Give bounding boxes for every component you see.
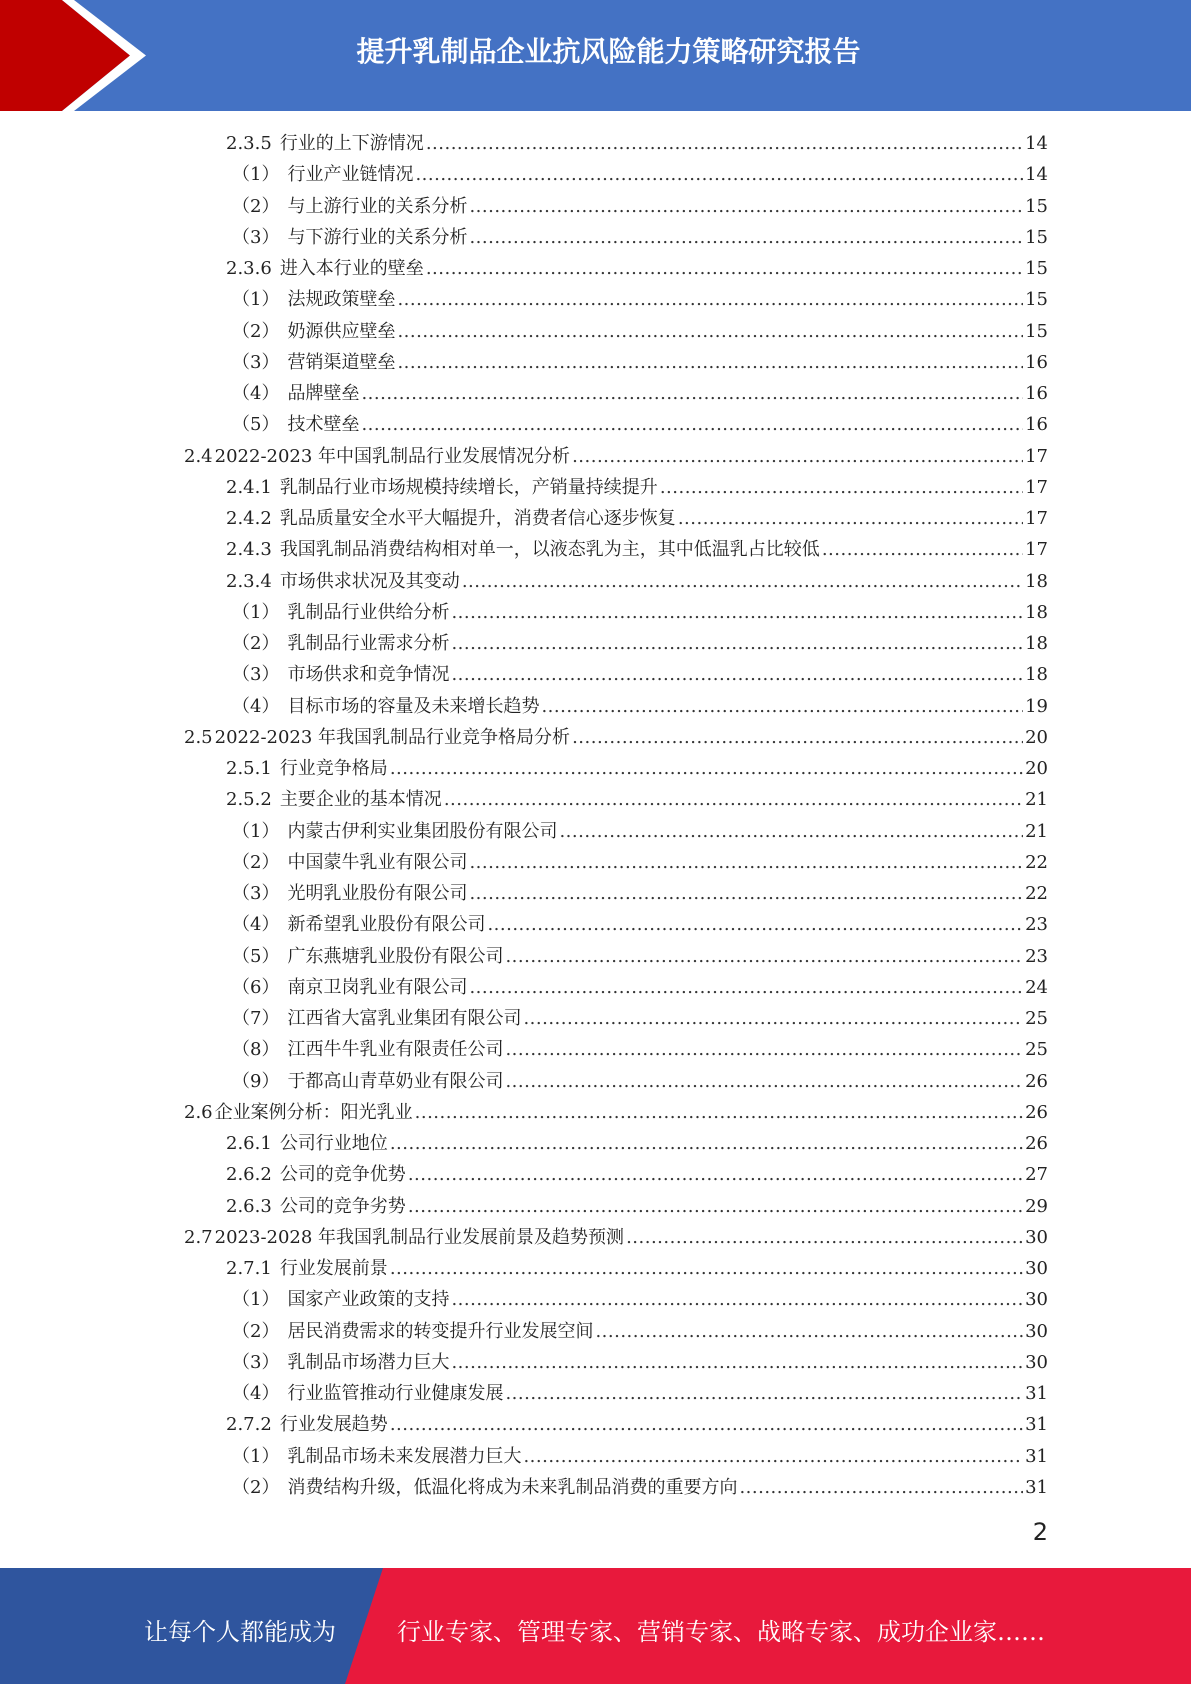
toc-dot-leader xyxy=(739,1472,1023,1503)
toc-entry-number: （9） xyxy=(232,1070,280,1092)
toc-entry-title: 行业发展趋势 xyxy=(279,1414,388,1436)
toc-entry-title: 行业产业链情况 xyxy=(287,164,414,186)
toc-entry-title: 与下游行业的关系分析 xyxy=(287,226,468,248)
toc-entry-title: 法规政策壁垒 xyxy=(287,289,396,311)
toc-entry-page: 31 xyxy=(1025,1445,1048,1467)
toc-dot-leader xyxy=(451,1284,1023,1315)
toc-entry[interactable] xyxy=(184,1003,1048,1034)
toc-entry-title: 公司行业地位 xyxy=(279,1133,388,1154)
toc-dot-leader xyxy=(397,284,1023,315)
toc-entry-page: 18 xyxy=(1025,570,1048,592)
toc-entry-number: （2） xyxy=(232,851,280,873)
toc-dot-leader xyxy=(426,128,1023,159)
toc-entry[interactable] xyxy=(184,816,1048,847)
toc-entry-number: （4） xyxy=(232,383,280,404)
toc-entry-number: （1） xyxy=(232,601,280,623)
toc-dot-leader xyxy=(426,253,1023,284)
toc-entry-page: 23 xyxy=(1025,945,1048,967)
toc-entry-title: 乳制品行业市场规模持续增长，产销量持续提升 xyxy=(279,476,658,498)
toc-entry-title: 行业竞争格局 xyxy=(279,758,388,779)
toc-entry-page: 15 xyxy=(1025,258,1048,279)
toc-entry-title: 2022-2023 年中国乳制品行业发展情况分析 xyxy=(214,445,571,467)
toc-entry-page: 15 xyxy=(1025,195,1048,217)
toc-entry[interactable] xyxy=(184,253,1048,284)
toc-dot-leader xyxy=(390,1128,1023,1159)
toc-entry-number: 2.7 xyxy=(184,1226,213,1248)
toc-entry-page: 23 xyxy=(1025,914,1048,936)
toc-entry-number: （1） xyxy=(232,164,280,186)
toc-dot-leader xyxy=(462,566,1023,597)
toc-entry[interactable] xyxy=(184,1066,1048,1097)
toc-entry-number: 2.3.5 xyxy=(226,133,272,154)
toc-entry-page: 16 xyxy=(1025,383,1048,404)
toc-entry[interactable] xyxy=(184,1347,1048,1378)
toc-entry-number: （4） xyxy=(232,914,280,936)
toc-entry-page: 25 xyxy=(1025,1008,1048,1029)
toc-entry[interactable] xyxy=(184,597,1048,628)
toc-entry-page: 26 xyxy=(1025,1133,1048,1154)
toc-entry[interactable] xyxy=(184,1034,1048,1065)
toc-entry-number: （7） xyxy=(232,1008,280,1029)
toc-entry[interactable] xyxy=(184,941,1048,972)
toc-entry-title: 我国乳制品消费结构相对单一，以液态乳为主，其中低温乳占比较低 xyxy=(279,539,820,561)
toc-entry-title: 行业发展前景 xyxy=(279,1258,388,1279)
toc-entry-title: 江西牛牛乳业有限责任公司 xyxy=(287,1039,504,1061)
toc-entry[interactable] xyxy=(184,503,1048,534)
toc-entry-title: 技术壁垒 xyxy=(287,414,360,436)
toc-entry-number: 2.5.2 xyxy=(226,789,272,811)
toc-entry[interactable] xyxy=(184,1472,1048,1503)
toc-dot-leader xyxy=(451,628,1023,659)
toc-entry[interactable] xyxy=(184,909,1048,940)
toc-entry-page: 16 xyxy=(1025,351,1048,373)
toc-entry-title: 公司的竞争劣势 xyxy=(279,1195,406,1217)
toc-entry-page: 21 xyxy=(1025,820,1048,842)
toc-entry-page: 15 xyxy=(1025,226,1048,248)
toc-entry-title: 营销渠道壁垒 xyxy=(287,351,396,373)
toc-entry-page: 19 xyxy=(1025,695,1048,717)
toc-dot-leader xyxy=(572,441,1023,472)
toc-entry-title: 中国蒙牛乳业有限公司 xyxy=(287,851,468,873)
toc-entry-page: 26 xyxy=(1025,1070,1048,1092)
toc-entry-number: （4） xyxy=(232,695,280,717)
toc-dot-leader xyxy=(469,847,1023,878)
toc-entry-title: 市场供求状况及其变动 xyxy=(279,570,460,592)
toc-entry-number: （1） xyxy=(232,289,280,311)
toc-entry[interactable] xyxy=(184,1441,1048,1472)
toc-entry-title: 市场供求和竞争情况 xyxy=(287,664,450,686)
toc-entry-page: 30 xyxy=(1025,1320,1048,1342)
toc-entry-title: 与上游行业的关系分析 xyxy=(287,195,468,217)
toc-entry-title: 行业的上下游情况 xyxy=(279,133,424,154)
toc-entry-page: 17 xyxy=(1025,508,1048,529)
toc-entry[interactable] xyxy=(184,1409,1048,1440)
toc-entry-title: 乳品质量安全水平大幅提升，消费者信心逐步恢复 xyxy=(279,508,676,529)
toc-entry-page: 29 xyxy=(1025,1195,1048,1217)
toc-dot-leader xyxy=(559,816,1023,847)
toc-entry-page: 25 xyxy=(1025,1039,1048,1061)
report-header xyxy=(0,0,1191,111)
toc-entry-title: 企业案例分析：阳光乳业 xyxy=(214,1101,413,1123)
toc-entry-page: 18 xyxy=(1025,664,1048,686)
toc-entry-page: 20 xyxy=(1025,758,1048,779)
toc-entry[interactable] xyxy=(184,753,1048,784)
toc-entry-title: 公司的竞争优势 xyxy=(279,1164,406,1186)
toc-dot-leader xyxy=(408,1159,1023,1190)
toc-entry-page: 27 xyxy=(1025,1164,1048,1186)
toc-entry[interactable] xyxy=(184,191,1048,222)
toc-dot-leader xyxy=(822,534,1023,565)
toc-entry-page: 18 xyxy=(1025,633,1048,654)
toc-entry[interactable] xyxy=(184,878,1048,909)
toc-entry[interactable] xyxy=(184,1284,1048,1315)
toc-entry-number: 2.4.3 xyxy=(226,539,272,561)
toc-entry-title: 广东燕塘乳业股份有限公司 xyxy=(287,945,504,967)
toc-dot-leader xyxy=(595,1316,1023,1347)
report-title: 提升乳制品企业抗风险能力策略研究报告 xyxy=(356,35,861,68)
toc-entry[interactable] xyxy=(184,441,1048,472)
toc-entry-number: 2.6.2 xyxy=(226,1164,272,1186)
toc-entry-title: 主要企业的基本情况 xyxy=(279,789,442,811)
toc-dot-leader xyxy=(505,1378,1023,1409)
table-of-contents xyxy=(184,128,1048,1503)
toc-entry-number: （8） xyxy=(232,1039,280,1061)
toc-entry-title: 乳制品行业供给分析 xyxy=(287,601,450,623)
toc-entry-number: （2） xyxy=(232,195,280,217)
toc-entry[interactable] xyxy=(184,1253,1048,1284)
toc-entry-page: 17 xyxy=(1025,476,1048,498)
toc-entry-number: 2.4 xyxy=(184,445,213,467)
toc-entry[interactable] xyxy=(184,316,1048,347)
toc-entry-page: 22 xyxy=(1025,883,1048,904)
toc-entry[interactable] xyxy=(184,1128,1048,1159)
toc-dot-leader xyxy=(469,191,1023,222)
toc-entry-page: 31 xyxy=(1025,1383,1048,1404)
toc-entry-page: 24 xyxy=(1025,976,1048,998)
toc-entry-title: 消费结构升级，低温化将成为未来乳制品消费的重要方向 xyxy=(287,1476,738,1498)
toc-entry-page: 15 xyxy=(1025,320,1048,342)
toc-entry-page: 14 xyxy=(1025,133,1048,154)
toc-entry-number: （2） xyxy=(232,633,280,654)
toc-dot-leader xyxy=(451,1347,1023,1378)
toc-entry-title: 光明乳业股份有限公司 xyxy=(287,883,468,904)
toc-entry[interactable] xyxy=(184,1378,1048,1409)
toc-entry[interactable] xyxy=(184,691,1048,722)
toc-entry-title: 内蒙古伊利实业集团股份有限公司 xyxy=(287,820,558,842)
toc-entry-page: 30 xyxy=(1025,1226,1048,1248)
toc-entry-number: 2.6.1 xyxy=(226,1133,272,1154)
toc-entry-page: 16 xyxy=(1025,414,1048,436)
toc-entry[interactable] xyxy=(184,722,1048,753)
toc-entry-page: 30 xyxy=(1025,1351,1048,1373)
toc-entry[interactable] xyxy=(184,222,1048,253)
toc-entry-number: 2.6 xyxy=(184,1101,213,1123)
toc-entry-number: （5） xyxy=(232,414,280,436)
toc-entry-title: 2023-2028 年我国乳制品行业发展前景及趋势预测 xyxy=(214,1226,625,1248)
toc-entry-title: 进入本行业的壁垒 xyxy=(279,258,424,279)
toc-entry[interactable] xyxy=(184,784,1048,815)
toc-dot-leader xyxy=(505,941,1023,972)
toc-entry-page: 18 xyxy=(1025,601,1048,623)
toc-entry[interactable] xyxy=(184,1222,1048,1253)
toc-dot-leader xyxy=(451,659,1023,690)
toc-entry-page: 21 xyxy=(1025,789,1048,811)
toc-entry-number: 2.5 xyxy=(184,726,213,748)
toc-entry-page: 17 xyxy=(1025,445,1048,467)
toc-entry[interactable] xyxy=(184,566,1048,597)
toc-dot-leader xyxy=(469,878,1023,909)
toc-dot-leader xyxy=(444,784,1023,815)
toc-entry-number: （2） xyxy=(232,320,280,342)
toc-entry-number: （3） xyxy=(232,883,280,904)
toc-entry-number: 2.4.2 xyxy=(226,508,272,529)
toc-dot-leader xyxy=(626,1222,1023,1253)
toc-entry-page: 31 xyxy=(1025,1414,1048,1436)
toc-dot-leader xyxy=(660,472,1023,503)
toc-entry-title: 江西省大富乳业集团有限公司 xyxy=(287,1008,522,1029)
toc-entry-title: 奶源供应壁垒 xyxy=(287,320,396,342)
toc-entry-page: 30 xyxy=(1025,1258,1048,1279)
toc-entry-number: （1） xyxy=(232,1289,280,1311)
toc-entry-page: 20 xyxy=(1025,726,1048,748)
toc-dot-leader xyxy=(390,1253,1023,1284)
toc-entry[interactable] xyxy=(184,378,1048,409)
toc-entry-title: 乳制品市场潜力巨大 xyxy=(287,1351,450,1373)
toc-entry-number: （1） xyxy=(232,1445,280,1467)
toc-dot-leader xyxy=(415,1097,1023,1128)
toc-entry-title: 目标市场的容量及未来增长趋势 xyxy=(287,695,540,717)
toc-dot-leader xyxy=(523,1003,1023,1034)
toc-dot-leader xyxy=(415,159,1023,190)
toc-entry-number: 2.7.1 xyxy=(226,1258,272,1279)
toc-dot-leader xyxy=(390,1409,1023,1440)
toc-entry-number: （2） xyxy=(232,1320,280,1342)
toc-dot-leader xyxy=(451,597,1023,628)
toc-entry-page: 31 xyxy=(1025,1476,1048,1498)
toc-entry-page: 14 xyxy=(1025,164,1048,186)
toc-entry-page: 26 xyxy=(1025,1101,1048,1123)
toc-entry-number: 2.5.1 xyxy=(226,758,272,779)
toc-entry-number: （3） xyxy=(232,226,280,248)
toc-entry-number: （3） xyxy=(232,664,280,686)
toc-dot-leader xyxy=(523,1441,1023,1472)
toc-entry-number: 2.7.2 xyxy=(226,1414,272,1436)
toc-entry-number: （5） xyxy=(232,945,280,967)
toc-entry-number: 2.6.3 xyxy=(226,1195,272,1217)
toc-entry-title: 于都高山青草奶业有限公司 xyxy=(287,1070,504,1092)
toc-entry[interactable] xyxy=(184,1191,1048,1222)
toc-dot-leader xyxy=(505,1066,1023,1097)
toc-entry-number: （1） xyxy=(232,820,280,842)
footer-slogan-left: 让每个人都能成为 xyxy=(144,1618,336,1646)
toc-entry-title: 乳制品行业需求分析 xyxy=(287,633,450,654)
toc-entry-number: 2.3.4 xyxy=(226,570,272,592)
toc-dot-leader xyxy=(397,316,1023,347)
toc-dot-leader xyxy=(397,347,1023,378)
toc-dot-leader xyxy=(408,1191,1023,1222)
toc-entry[interactable] xyxy=(184,1316,1048,1347)
toc-entry-number: （2） xyxy=(232,1476,280,1498)
toc-entry[interactable] xyxy=(184,347,1048,378)
toc-entry[interactable] xyxy=(184,659,1048,690)
toc-dot-leader xyxy=(361,409,1023,440)
footer-slogan-right: 行业专家、管理专家、营销专家、战略专家、成功企业家…… xyxy=(397,1618,1045,1646)
toc-entry[interactable] xyxy=(184,284,1048,315)
toc-entry-number: （3） xyxy=(232,351,280,373)
toc-entry[interactable] xyxy=(184,972,1048,1003)
toc-dot-leader xyxy=(390,753,1023,784)
footer-banner xyxy=(0,1568,1191,1684)
toc-entry-number: （4） xyxy=(232,1383,280,1404)
toc-entry-title: 居民消费需求的转变提升行业发展空间 xyxy=(287,1320,594,1342)
toc-entry[interactable] xyxy=(184,534,1048,565)
toc-entry[interactable] xyxy=(184,472,1048,503)
toc-entry-title: 行业监管推动行业健康发展 xyxy=(287,1383,504,1404)
toc-dot-leader xyxy=(469,972,1023,1003)
toc-entry-page: 17 xyxy=(1025,539,1048,561)
toc-entry-title: 国家产业政策的支持 xyxy=(287,1289,450,1311)
toc-dot-leader xyxy=(505,1034,1023,1065)
toc-dot-leader xyxy=(541,691,1023,722)
toc-dot-leader xyxy=(487,909,1023,940)
toc-entry-page: 30 xyxy=(1025,1289,1048,1311)
toc-entry[interactable] xyxy=(184,847,1048,878)
toc-entry-number: （6） xyxy=(232,976,280,998)
page-number: 2 xyxy=(1032,1518,1048,1546)
toc-entry-number: 2.4.1 xyxy=(226,476,272,498)
toc-entry-title: 品牌壁垒 xyxy=(287,383,360,404)
toc-entry-title: 乳制品市场未来发展潜力巨大 xyxy=(287,1445,522,1467)
toc-entry[interactable] xyxy=(184,628,1048,659)
toc-dot-leader xyxy=(678,503,1023,534)
toc-entry[interactable] xyxy=(184,1097,1048,1128)
toc-dot-leader xyxy=(469,222,1023,253)
toc-entry-title: 南京卫岗乳业有限公司 xyxy=(287,976,468,998)
toc-entry-page: 15 xyxy=(1025,289,1048,311)
toc-entry-page: 22 xyxy=(1025,851,1048,873)
toc-entry[interactable] xyxy=(184,1159,1048,1190)
toc-entry-number: （3） xyxy=(232,1351,280,1373)
toc-dot-leader xyxy=(361,378,1023,409)
toc-entry-number: 2.3.6 xyxy=(226,258,272,279)
toc-entry[interactable] xyxy=(184,128,1048,159)
toc-entry-title: 2022-2023 年我国乳制品行业竞争格局分析 xyxy=(214,726,571,748)
toc-entry-title: 新希望乳业股份有限公司 xyxy=(287,914,486,936)
toc-entry[interactable] xyxy=(184,409,1048,440)
toc-dot-leader xyxy=(572,722,1023,753)
toc-entry[interactable] xyxy=(184,159,1048,190)
